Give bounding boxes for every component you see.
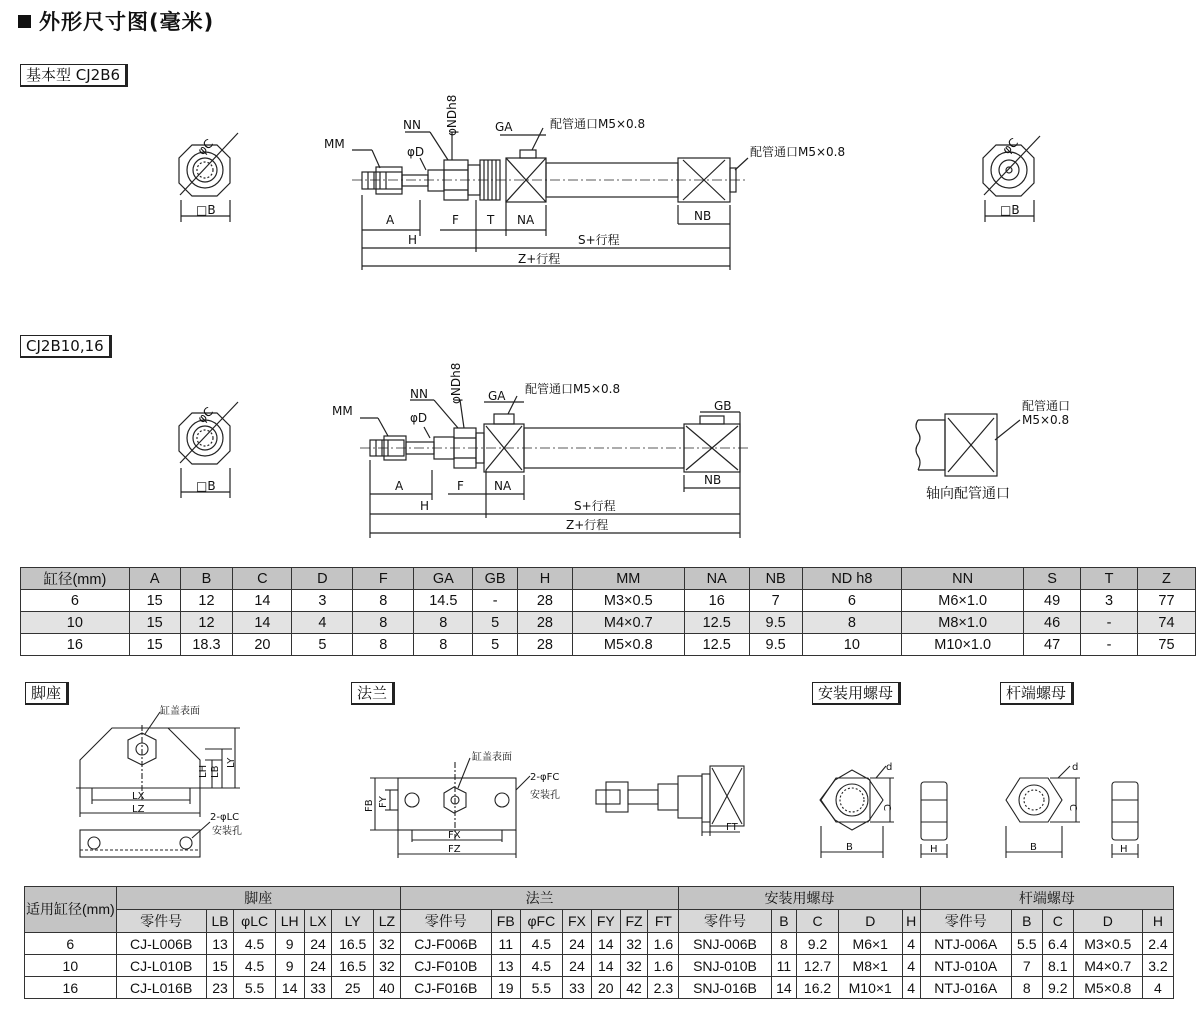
label-port-2: 配管通口M5×0.8 — [750, 145, 846, 159]
spec-cell: 28 — [518, 612, 573, 634]
label-lb: LB — [210, 765, 221, 778]
acc-cell: 33 — [563, 977, 592, 999]
acc-subheader-cell: 零件号 — [679, 910, 771, 933]
label-ly: LY — [226, 757, 237, 768]
acc-cell: 24 — [304, 955, 332, 977]
label-a-2: A — [395, 479, 404, 493]
acc-subheader-cell: 零件号 — [400, 910, 491, 933]
label-nb-1: NB — [694, 209, 712, 223]
acc-cell: 4 — [1142, 977, 1173, 999]
acc-cell: 23 — [206, 977, 234, 999]
acc-cell: 8.1 — [1042, 955, 1073, 977]
acc-cell: 33 — [304, 977, 332, 999]
acc-cell: 2.3 — [648, 977, 679, 999]
spec-cell: 9.5 — [749, 634, 802, 656]
acc-cell: 14 — [275, 977, 304, 999]
label-d-2: d — [1072, 762, 1079, 773]
spec-cell: 14 — [233, 612, 292, 634]
label-port-1: 配管通口M5×0.8 — [550, 117, 646, 131]
label-mount-hole-1: 安装孔 — [212, 826, 242, 837]
label-phi-fc: 2-φFC — [530, 772, 560, 783]
acc-cell: NTJ-016A — [920, 977, 1011, 999]
spec-cell: M10×1.0 — [902, 634, 1024, 656]
label-ga-2: GA — [488, 389, 506, 403]
spec-cell: 8 — [414, 634, 473, 656]
spec-cell: 20 — [233, 634, 292, 656]
acc-subheader-cell: H — [1142, 910, 1173, 933]
acc-cell: 15 — [206, 955, 234, 977]
acc-subheader-cell: φFC — [520, 910, 562, 933]
acc-cell: CJ-F010B — [400, 955, 491, 977]
spec-cell: 15 — [129, 634, 180, 656]
acc-cell: 14 — [591, 955, 620, 977]
label-f-1: F — [452, 213, 459, 227]
label-phi-c-2: φC — [999, 135, 1021, 157]
acc-subheader-cell: C — [797, 910, 839, 933]
accessory-drawings — [0, 700, 1200, 880]
spec-cell: 8 — [353, 612, 414, 634]
acc-cell: SNJ-016B — [679, 977, 771, 999]
spec-header-cell: Z — [1137, 568, 1195, 590]
label-z-2: Z+行程 — [566, 518, 609, 532]
spec-cell: 14 — [233, 590, 292, 612]
label-z-1: Z+行程 — [518, 252, 561, 266]
spec-cell: 77 — [1137, 590, 1195, 612]
section-tag-mount-nut: 安装用螺母 — [812, 682, 901, 705]
spec-cell: - — [1081, 634, 1138, 656]
acc-bore-header: 适用缸径(mm) — [25, 887, 117, 933]
label-a-1: A — [386, 213, 395, 227]
acc-cell: 32 — [620, 933, 648, 955]
acc-group-flange: 法兰 — [400, 887, 679, 910]
spec-header-cell: H — [518, 568, 573, 590]
acc-subheader-row — [25, 910, 1174, 933]
acc-subheader-cell: FY — [591, 910, 620, 933]
label-ga-1: GA — [495, 120, 513, 134]
spec-cell: M8×1.0 — [902, 612, 1024, 634]
spec-header-cell: C — [233, 568, 292, 590]
spec-cell: 9.5 — [749, 612, 802, 634]
acc-cell: 42 — [620, 977, 648, 999]
spec-cell: 5 — [473, 634, 518, 656]
label-phi-c-3: φC — [194, 404, 216, 426]
label-axial-port-1: 配管通口 — [1022, 399, 1071, 413]
acc-subheader-cell: LX — [304, 910, 332, 933]
spec-row — [21, 590, 1196, 612]
acc-cell: 4 — [902, 977, 920, 999]
label-h-1: H — [408, 233, 418, 247]
spec-cell: 8 — [353, 634, 414, 656]
acc-cell: 9 — [275, 955, 304, 977]
spec-header-cell: GB — [473, 568, 518, 590]
label-d-1: d — [886, 762, 893, 773]
label-lx: LX — [132, 791, 145, 802]
spec-cell: 12 — [180, 612, 233, 634]
section-tag-rod-nut: 杆端螺母 — [1000, 682, 1074, 705]
spec-header-cell: NA — [684, 568, 749, 590]
acc-cell: 13 — [491, 955, 520, 977]
section-tag-basic: 基本型 CJ2B6 — [20, 64, 128, 87]
acc-cell: 4 — [902, 955, 920, 977]
spec-header-cell: B — [180, 568, 233, 590]
acc-body — [25, 933, 1174, 999]
spec-cell: 47 — [1024, 634, 1081, 656]
spec-header-cell: NB — [749, 568, 802, 590]
label-b-1: B — [846, 842, 853, 853]
label-s-2: S+行程 — [574, 499, 616, 513]
spec-cell: 28 — [518, 634, 573, 656]
acc-subheader-cell: LY — [332, 910, 374, 933]
spec-cell: 8 — [414, 612, 473, 634]
acc-subheader-cell: FB — [491, 910, 520, 933]
label-phi-d-1: φD — [407, 145, 425, 159]
spec-cell: 18.3 — [180, 634, 233, 656]
spec-cell: 6 — [802, 590, 902, 612]
acc-cell: NTJ-010A — [920, 955, 1011, 977]
label-phi-lc: 2-φLC — [210, 812, 240, 823]
acc-cell: 5.5 — [520, 977, 562, 999]
spec-header-cell: GA — [414, 568, 473, 590]
section-tag-foot: 脚座 — [25, 682, 69, 705]
acc-cell: 5.5 — [234, 977, 275, 999]
label-port-3: 配管通口M5×0.8 — [525, 382, 621, 396]
axial-port-view — [916, 414, 1020, 476]
acc-cell: 19 — [491, 977, 520, 999]
mount-nut-drawing — [820, 766, 947, 858]
acc-cell: CJ-L016B — [116, 977, 206, 999]
acc-cell: 16.5 — [332, 933, 374, 955]
acc-cell: 24 — [304, 933, 332, 955]
acc-cell: SNJ-006B — [679, 933, 771, 955]
label-lh: LH — [198, 764, 209, 778]
spec-row — [21, 612, 1196, 634]
acc-cell: 1.6 — [648, 955, 679, 977]
spec-cell: 16 — [21, 634, 130, 656]
spec-cell: 12.5 — [684, 612, 749, 634]
label-fy: FY — [378, 796, 389, 808]
spec-header-cell: MM — [572, 568, 684, 590]
section-tag-flange: 法兰 — [351, 682, 395, 705]
spec-cell: - — [473, 590, 518, 612]
acc-cell: 13 — [206, 933, 234, 955]
acc-cell: 32 — [374, 955, 401, 977]
acc-cell: 6 — [25, 933, 117, 955]
acc-row — [25, 933, 1174, 955]
acc-cell: M4×0.7 — [1073, 955, 1142, 977]
spec-cell: 16 — [684, 590, 749, 612]
acc-cell: SNJ-010B — [679, 955, 771, 977]
acc-cell: 16.5 — [332, 955, 374, 977]
acc-cell: 7 — [1011, 955, 1042, 977]
acc-cell: 5.5 — [1011, 933, 1042, 955]
label-b-2: B — [1030, 842, 1037, 853]
page-title-text: 外形尺寸图(毫米) — [39, 10, 215, 34]
label-phi-c-1: φC — [194, 136, 216, 158]
spec-cell: 5 — [473, 612, 518, 634]
spec-cell: 15 — [129, 590, 180, 612]
acc-cell: 8 — [771, 933, 797, 955]
acc-subheader-cell: φLC — [234, 910, 275, 933]
spec-header-cell: T — [1081, 568, 1138, 590]
acc-subheader-cell: FZ — [620, 910, 648, 933]
label-nn-1: NN — [403, 118, 421, 132]
acc-cell: 24 — [563, 933, 592, 955]
label-ndh8-2: φNDh8 — [449, 362, 463, 404]
acc-cell: 10 — [25, 955, 117, 977]
acc-cell: 14 — [591, 933, 620, 955]
acc-cell: 25 — [332, 977, 374, 999]
acc-cell: NTJ-006A — [920, 933, 1011, 955]
label-mm-1: MM — [324, 137, 345, 151]
acc-subheader-cell: H — [902, 910, 920, 933]
spec-cell: 7 — [749, 590, 802, 612]
spec-cell: 10 — [21, 612, 130, 634]
spec-header-cell: ND h8 — [802, 568, 902, 590]
spec-cell: 5 — [292, 634, 353, 656]
spec-cell: 75 — [1137, 634, 1195, 656]
acc-cell: 14 — [771, 977, 797, 999]
spec-cell: 49 — [1024, 590, 1081, 612]
spec-table — [20, 567, 1196, 656]
spec-cell: M5×0.8 — [572, 634, 684, 656]
acc-row — [25, 955, 1174, 977]
label-c-2: C — [1067, 804, 1078, 811]
acc-cell: 4.5 — [234, 933, 275, 955]
acc-cell: 24 — [563, 955, 592, 977]
spec-cell: 4 — [292, 612, 353, 634]
spec-header-cell: NN — [902, 568, 1024, 590]
acc-subheader-cell: LZ — [374, 910, 401, 933]
acc-subheader-cell: D — [1073, 910, 1142, 933]
label-nb-2: NB — [704, 473, 722, 487]
spec-header-cell: D — [292, 568, 353, 590]
rod-nut-drawing — [1006, 766, 1138, 858]
acc-cell: 11 — [771, 955, 797, 977]
acc-row — [25, 977, 1174, 999]
label-f-2: F — [457, 479, 464, 493]
label-h-nut-1: H — [930, 844, 938, 855]
spec-cell: M3×0.5 — [572, 590, 684, 612]
label-fz: FZ — [448, 844, 461, 855]
acc-cell: 40 — [374, 977, 401, 999]
accessory-table — [24, 886, 1174, 999]
spec-cell: 3 — [1081, 590, 1138, 612]
spec-cell: - — [1081, 612, 1138, 634]
acc-subheader-cell: 零件号 — [920, 910, 1011, 933]
acc-group-foot: 脚座 — [116, 887, 400, 910]
spec-body — [21, 590, 1196, 656]
label-cover-surface-1: 缸盖表面 — [160, 706, 200, 717]
acc-group-rod-nut: 杆端螺母 — [920, 887, 1173, 910]
label-fx: FX — [448, 830, 461, 841]
spec-cell: M6×1.0 — [902, 590, 1024, 612]
acc-cell: CJ-L010B — [116, 955, 206, 977]
spec-header-row — [21, 568, 1196, 590]
label-sq-b-2: □B — [1000, 203, 1020, 217]
label-ndh8-1: φNDh8 — [445, 94, 459, 136]
spec-cell: 28 — [518, 590, 573, 612]
label-mount-hole-2: 安装孔 — [530, 790, 560, 801]
acc-cell: 4.5 — [520, 955, 562, 977]
label-sq-b-1: □B — [196, 203, 216, 217]
acc-cell: 9 — [275, 933, 304, 955]
acc-cell: M6×1 — [838, 933, 902, 955]
acc-subheader-cell: LB — [206, 910, 234, 933]
spec-header-cell: 缸径(mm) — [21, 568, 130, 590]
spec-cell: 10 — [802, 634, 902, 656]
acc-subheader-cell: B — [1011, 910, 1042, 933]
caption-axial: 轴向配管通口 — [926, 486, 1010, 502]
label-na-1: NA — [517, 213, 535, 227]
acc-cell: 2.4 — [1142, 933, 1173, 955]
acc-group-row — [25, 887, 1174, 910]
acc-subheader-cell: D — [838, 910, 902, 933]
label-mm-2: MM — [332, 404, 353, 418]
spec-cell: 14.5 — [414, 590, 473, 612]
acc-cell: 1.6 — [648, 933, 679, 955]
acc-cell: 4.5 — [520, 933, 562, 955]
acc-cell: 12.7 — [797, 955, 839, 977]
section-tag-cj2b10: CJ2B10,16 — [20, 335, 112, 358]
acc-cell: 16.2 — [797, 977, 839, 999]
label-t-1: T — [487, 213, 495, 227]
spec-cell: M4×0.7 — [572, 612, 684, 634]
acc-subheader-cell: FT — [648, 910, 679, 933]
acc-cell: 9.2 — [1042, 977, 1073, 999]
acc-cell: CJ-F006B — [400, 933, 491, 955]
acc-subheader-cell: 零件号 — [116, 910, 206, 933]
label-na-2: NA — [494, 479, 512, 493]
acc-cell: CJ-L006B — [116, 933, 206, 955]
acc-cell: 3.2 — [1142, 955, 1173, 977]
acc-cell: M3×0.5 — [1073, 933, 1142, 955]
acc-cell: 4 — [902, 933, 920, 955]
acc-cell: M8×1 — [838, 955, 902, 977]
label-nn-2: NN — [410, 387, 428, 401]
label-s-1: S+行程 — [578, 233, 620, 247]
label-fb: FB — [364, 799, 375, 812]
spec-cell: 6 — [21, 590, 130, 612]
acc-subheader-cell: LH — [275, 910, 304, 933]
label-lz: LZ — [132, 804, 145, 815]
acc-cell: M10×1 — [838, 977, 902, 999]
spec-cell: 46 — [1024, 612, 1081, 634]
spec-cell: 8 — [353, 590, 414, 612]
label-cover-surface-2: 缸盖表面 — [472, 752, 512, 763]
label-axial-port-2: M5×0.8 — [1022, 413, 1070, 427]
spec-cell: 74 — [1137, 612, 1195, 634]
spec-cell: 3 — [292, 590, 353, 612]
acc-cell: M5×0.8 — [1073, 977, 1142, 999]
acc-cell: 32 — [620, 955, 648, 977]
label-gb-2: GB — [714, 399, 732, 413]
spec-header-cell: A — [129, 568, 180, 590]
acc-cell: 8 — [1011, 977, 1042, 999]
spec-cell: 12.5 — [684, 634, 749, 656]
acc-cell: 9.2 — [797, 933, 839, 955]
label-phi-d-2: φD — [410, 411, 428, 425]
label-ft: FT — [726, 822, 738, 833]
acc-cell: CJ-F016B — [400, 977, 491, 999]
acc-cell: 6.4 — [1042, 933, 1073, 955]
label-sq-b-3: □B — [196, 479, 216, 493]
label-c-1: C — [881, 804, 892, 811]
spec-header-cell: S — [1024, 568, 1081, 590]
spec-cell: 8 — [802, 612, 902, 634]
spec-cell: 12 — [180, 590, 233, 612]
acc-subheader-cell: FX — [563, 910, 592, 933]
acc-cell: 4.5 — [234, 955, 275, 977]
acc-subheader-cell: C — [1042, 910, 1073, 933]
spec-cell: 15 — [129, 612, 180, 634]
acc-cell: 20 — [591, 977, 620, 999]
acc-subheader-cell: B — [771, 910, 797, 933]
acc-cell: 11 — [491, 933, 520, 955]
spec-row — [21, 634, 1196, 656]
label-h-2: H — [420, 499, 430, 513]
label-h-nut-2: H — [1120, 844, 1128, 855]
acc-cell: 16 — [25, 977, 117, 999]
acc-cell: 32 — [374, 933, 401, 955]
spec-header-cell: F — [353, 568, 414, 590]
acc-group-mount-nut: 安装用螺母 — [679, 887, 920, 910]
